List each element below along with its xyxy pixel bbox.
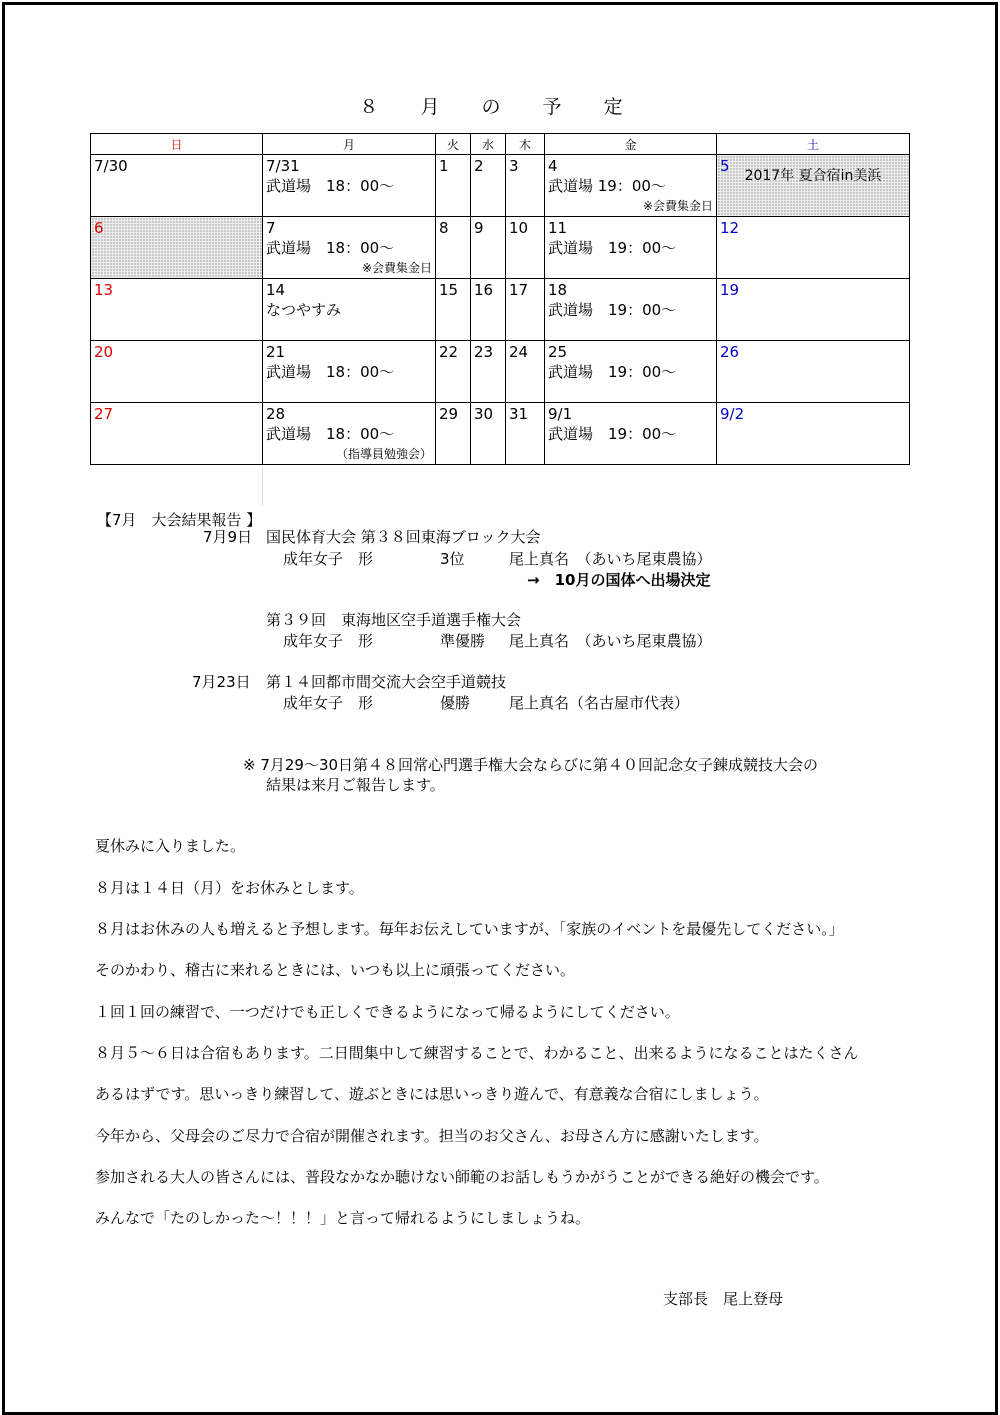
day-cell: [506, 403, 545, 465]
day-cell: [471, 217, 506, 279]
day-number: 11: [548, 219, 568, 237]
day-cell: [545, 403, 717, 465]
page-title: ８ 月 の 予 定: [359, 96, 641, 118]
message-line: 今年から、父母会のご尽力で合宿が開催されます。担当のお父さん、お母さん方に感謝いたします。: [95, 1127, 769, 1145]
day-cell: [717, 279, 910, 341]
day-number: 1: [439, 157, 449, 175]
header-wed: 水: [471, 134, 506, 155]
day-number: 26: [720, 343, 740, 361]
report-place: 準優勝: [440, 632, 486, 650]
day-cell: [91, 155, 263, 217]
day-number: 2: [474, 157, 484, 175]
calendar-week: [91, 155, 910, 217]
day-cell: [506, 217, 545, 279]
day-event: 武道場 18：00～: [266, 425, 395, 443]
day-cell: [545, 155, 717, 217]
message-line: みんなで「たのしかった～！！！」と言って帰れるようにしましょうね。: [95, 1209, 591, 1227]
report-note: 結果は来月ご報告します。: [266, 776, 445, 794]
day-number: 22: [439, 343, 459, 361]
day-number: 17: [509, 281, 529, 299]
day-number: 23: [474, 343, 494, 361]
message-line: あるはずです。思いっきり練習して、遊ぶときには思いっきり遊んで、有意義な合宿にしましょう。: [95, 1085, 769, 1103]
signature: 支部長 尾上登母: [663, 1290, 784, 1308]
day-number: 31: [509, 405, 529, 423]
day-event: 2017年 夏合宿in美浜: [744, 168, 882, 184]
day-event: 武道場 19：00～: [548, 301, 677, 319]
day-number: 15: [439, 281, 459, 299]
report-place: 優勝: [440, 694, 471, 712]
day-number: 18: [548, 281, 568, 299]
day-event: 武道場 19：00～: [548, 363, 677, 381]
day-event: 武道場 18：00～: [266, 177, 395, 195]
day-cell: [717, 403, 910, 465]
day-cell: [506, 341, 545, 403]
day-cell: [471, 155, 506, 217]
day-number: 12: [720, 219, 740, 237]
day-number: 7: [266, 219, 276, 237]
day-number: 25: [548, 343, 568, 361]
day-event: 武道場 19：00～: [548, 177, 666, 195]
day-cell: [506, 279, 545, 341]
report-event: 第３９回 東海地区空手道選手権大会: [266, 611, 522, 629]
calendar-week: [91, 279, 910, 341]
day-cell: [545, 341, 717, 403]
day-number: 9/2: [720, 405, 745, 423]
report-category: 成年女子 形: [283, 550, 374, 568]
report-heading: 【7月 大会結果報告 】: [97, 511, 262, 529]
day-number: 10: [509, 219, 529, 237]
message-line: ８月は１４日（月）をお休みとします。: [95, 879, 364, 897]
message-line: ８月はお休みの人も増えると予想します。毎年お伝えしていますが、「家族のイベントを最優先してください。」: [95, 920, 844, 938]
report-date: 7月9日: [203, 528, 253, 546]
header-sun: 日: [91, 134, 263, 155]
day-event: なつやすみ: [266, 301, 342, 319]
day-cell: [471, 341, 506, 403]
day-cell: [545, 217, 717, 279]
message-line: 参加される大人の皆さんには、普段なかなか聴けない師範のお話しもうかがうことができる絶好の機会です。: [95, 1168, 829, 1186]
day-note: ※会費集金日: [361, 261, 432, 275]
day-cell: [91, 279, 263, 341]
day-number: 14: [266, 281, 286, 299]
day-cell: [436, 155, 471, 217]
day-cell-camp: [91, 217, 263, 279]
day-cell: [436, 279, 471, 341]
day-number: 3: [509, 157, 519, 175]
message-line: 夏休みに入りました。: [95, 837, 246, 855]
report-category: 成年女子 形: [283, 632, 374, 650]
day-cell: [436, 217, 471, 279]
day-number: 8: [439, 219, 449, 237]
report-result: → 10月の国体へ出場決定: [527, 571, 711, 589]
day-event: 武道場 19：00～: [548, 239, 677, 257]
day-cell: [471, 279, 506, 341]
report-event: 第１４回都市間交流大会空手道競技: [266, 673, 507, 691]
day-cell: [545, 279, 717, 341]
day-number: 24: [509, 343, 529, 361]
day-cell: [263, 403, 436, 465]
report-event: 国民体育大会 第３８回東海ブロック大会: [266, 528, 541, 546]
day-number: 9: [474, 219, 484, 237]
day-number: 19: [720, 281, 740, 299]
faint-divider: [262, 466, 263, 506]
day-event: 武道場 18：00～: [266, 239, 395, 257]
day-number: 30: [474, 405, 494, 423]
calendar-table: [90, 133, 910, 465]
day-cell: [263, 217, 436, 279]
report-name: 尾上真名 （あいち尾東農協）: [509, 550, 712, 568]
calendar-week: [91, 403, 910, 465]
header-thu: 木: [506, 134, 545, 155]
day-number: 13: [94, 281, 114, 299]
day-cell: [263, 279, 436, 341]
report-place: 3位: [440, 550, 465, 568]
day-number: 27: [94, 405, 114, 423]
header-mon: 月: [263, 134, 436, 155]
report-category: 成年女子 形: [283, 694, 374, 712]
message-line: そのかわり、稽古に来れるときには、いつも以上に頑張ってください。: [95, 961, 576, 979]
day-cell: [263, 341, 436, 403]
day-note: （指導員勉強会）: [335, 447, 432, 461]
report-date: 7月23日: [192, 673, 251, 691]
day-number: 20: [94, 343, 114, 361]
calendar-header-row: [91, 134, 910, 155]
day-number: 9/1: [548, 405, 573, 423]
day-cell: [91, 403, 263, 465]
day-cell: [506, 155, 545, 217]
day-number: 7/30: [94, 157, 128, 175]
day-cell: [91, 341, 263, 403]
day-cell: [717, 217, 910, 279]
header-sat: 土: [717, 134, 910, 155]
day-number: 28: [266, 405, 286, 423]
day-number: 21: [266, 343, 286, 361]
message-line: ８月５～６日は合宿もあります。二日間集中して練習することで、わかること、出来るようになることはたくさん: [95, 1044, 859, 1062]
header-tue: 火: [436, 134, 471, 155]
calendar-week: [91, 217, 910, 279]
day-number: 16: [474, 281, 494, 299]
day-cell: [436, 403, 471, 465]
day-cell: [436, 341, 471, 403]
report-name: 尾上真名（名古屋市代表）: [509, 694, 690, 712]
day-number: 6: [94, 219, 104, 237]
day-cell: [471, 403, 506, 465]
day-note: ※会費集金日: [642, 199, 713, 213]
header-fri: 金: [545, 134, 717, 155]
day-number: 5: [720, 157, 730, 175]
day-number: 29: [439, 405, 459, 423]
day-cell-camp: [717, 155, 910, 217]
day-cell: [717, 341, 910, 403]
day-number: 4: [548, 157, 558, 175]
report-name: 尾上真名 （あいち尾東農協）: [509, 632, 712, 650]
calendar-week: [91, 341, 910, 403]
message-line: １回１回の練習で、一つだけでも正しくできるようになって帰るようにしてください。: [95, 1003, 680, 1021]
day-number: 7/31: [266, 157, 300, 175]
report-note: ※ 7月29～30日第４８回常心門選手権大会ならびに第４０回記念女子錬成競技大会の: [243, 756, 819, 774]
day-event: 武道場 19：00～: [548, 425, 677, 443]
day-cell: [263, 155, 436, 217]
day-event: 武道場 18：00～: [266, 363, 395, 381]
